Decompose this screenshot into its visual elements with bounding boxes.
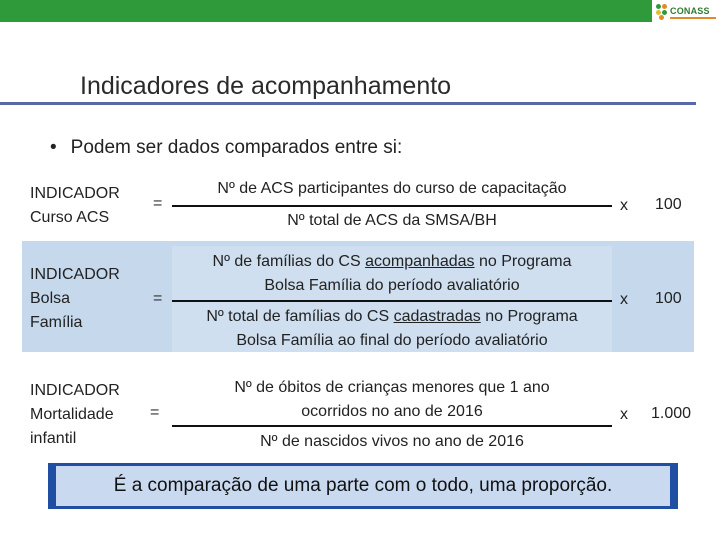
times-sign: x: [620, 291, 628, 308]
numerator-line: Bolsa Família do período avaliatório: [264, 277, 520, 294]
numerator-line: Nº de óbitos de crianças menores que 1 ano: [234, 379, 550, 396]
bullet-item: [50, 137, 402, 159]
indicator-label: [30, 263, 120, 335]
numerator-emphasis: acompanhadas: [365, 253, 475, 270]
conclusion-text: É a comparação de uma parte com o todo, uma proporção.: [56, 466, 670, 506]
denominator: Nº total de ACS da SMSA/BH: [287, 212, 497, 229]
denominator: [172, 305, 612, 353]
multiplier: 100: [655, 290, 682, 307]
indicator-label-line: Família: [30, 314, 83, 331]
indicator-label: [30, 182, 120, 230]
numerator: [172, 250, 612, 298]
denominator-line: Bolsa Família ao final do período avaliatório: [236, 332, 548, 349]
equals-sign: =: [150, 404, 160, 421]
indicator-label-line: INDICADOR: [30, 266, 120, 283]
fraction-line: [172, 300, 612, 302]
times-sign: x: [620, 406, 628, 423]
fraction-line: [172, 205, 612, 207]
denominator-text: no Programa: [480, 308, 578, 325]
bullet-icon: •: [50, 137, 57, 158]
numerator: [172, 376, 612, 424]
numerator-line: [172, 250, 612, 274]
equals-sign: =: [153, 195, 163, 212]
bullet-text: Podem ser dados comparados entre si:: [70, 137, 403, 158]
conass-logo: [652, 0, 720, 28]
multiplier: 100: [655, 196, 682, 213]
logo-text: CONASS: [670, 6, 710, 16]
fraction-line: [172, 425, 612, 427]
indicator-label: [30, 379, 120, 451]
logo-underline: [670, 17, 716, 19]
equals-sign: =: [153, 290, 163, 307]
title-divider: [0, 102, 696, 105]
denominator-line: [172, 305, 612, 329]
top-green-bar: [0, 0, 720, 22]
multiplier: 1.000: [651, 405, 692, 422]
numerator: Nº de ACS participantes do curso de capacitação: [217, 180, 567, 197]
indicator-label-line: INDICADOR: [30, 382, 120, 399]
numerator-text: no Programa: [474, 253, 572, 270]
indicator-label-line: Bolsa: [30, 290, 71, 307]
times-sign: x: [620, 197, 628, 214]
denominator-text: Nº total de famílias do CS: [206, 308, 394, 325]
denominator-emphasis: cadastradas: [393, 308, 481, 325]
conass-logo-mark-icon: [656, 4, 668, 20]
indicator-label-line: INDICADOR: [30, 185, 120, 202]
numerator-text: Nº de famílias do CS: [212, 253, 366, 270]
indicator-label-line: Curso ACS: [30, 209, 110, 226]
indicator-label-line: Mortalidade: [30, 406, 114, 423]
denominator: Nº de nascidos vivos no ano de 2016: [260, 433, 524, 450]
numerator-line: ocorridos no ano de 2016: [301, 403, 483, 420]
indicator-label-line: infantil: [30, 430, 77, 447]
page-title: Indicadores de acompanhamento: [80, 72, 452, 100]
